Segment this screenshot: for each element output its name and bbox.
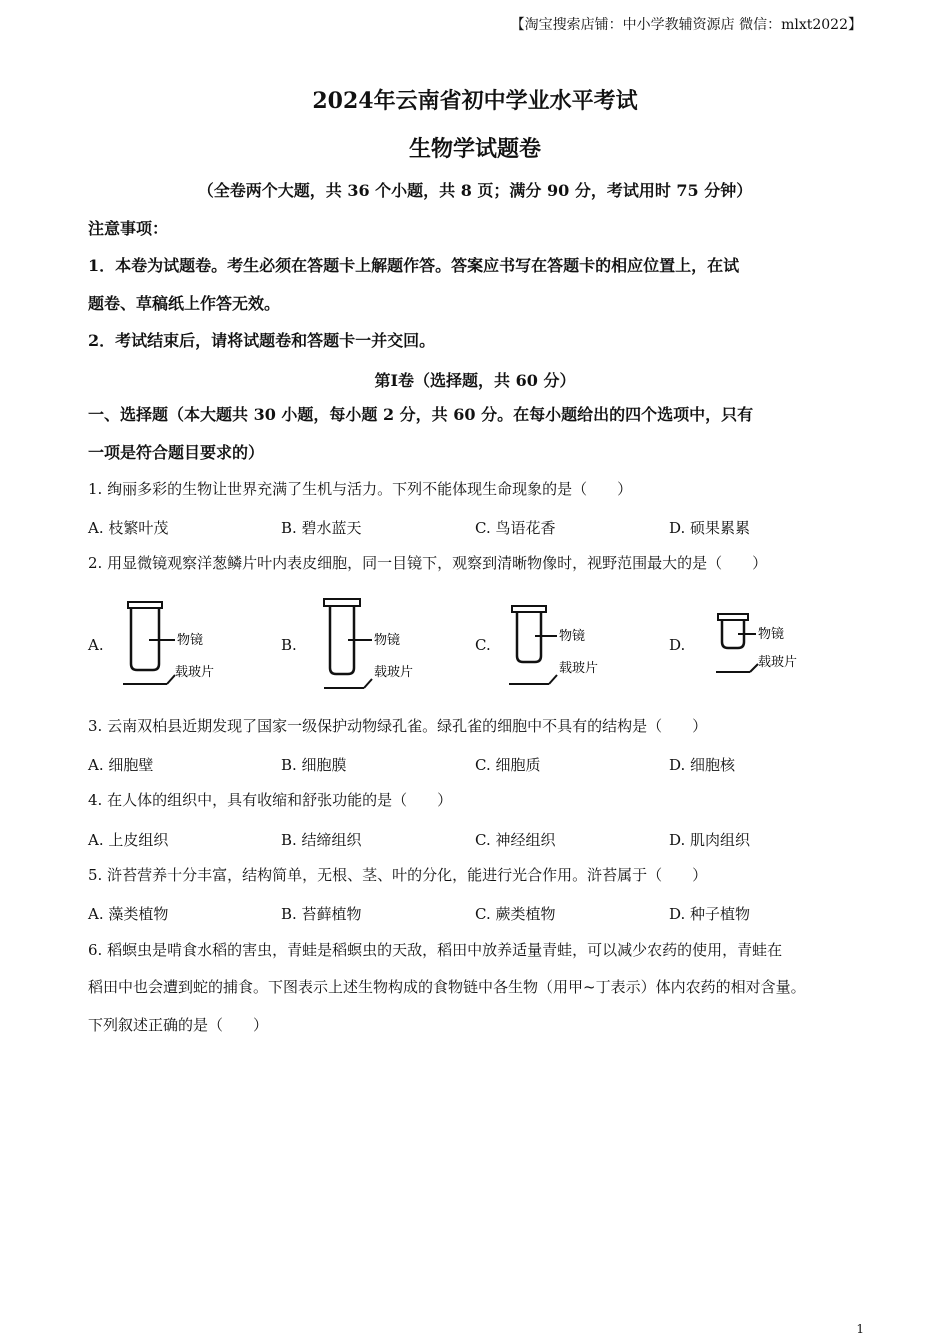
- question-4-option-d[interactable]: D. 肌肉组织: [669, 831, 751, 849]
- notice-item-1-line-2: 题卷、草稿纸上作答无效。: [88, 294, 281, 313]
- question-4-stem: 4. 在人体的组织中，具有收缩和舒张功能的是（ ）: [88, 791, 453, 809]
- question-2-option-a[interactable]: A.: [88, 636, 104, 654]
- question-4-option-a[interactable]: A. 上皮组织: [88, 831, 169, 849]
- objective-label: 物镜: [758, 627, 785, 642]
- question-1-option-b[interactable]: B. 碧水蓝天: [281, 519, 362, 537]
- objective-diagram-a: [115, 596, 245, 692]
- section1-heading-line-1: 一、选择题（本大题共 30 小题，每小题 2 分，共 60 分。在每小题给出的四个选项中，只有: [88, 405, 754, 424]
- objective-diagram-d: [712, 606, 842, 686]
- objective-label: 物镜: [374, 633, 401, 648]
- question-2-option-d[interactable]: D.: [669, 636, 686, 654]
- exam-subtitle: 生物学试题卷: [408, 136, 541, 162]
- question-1-stem: 1. 绚丽多彩的生物让世界充满了生机与活力。下列不能体现生命现象的是（ ）: [88, 480, 633, 498]
- section1-heading-line-2: 一项是符合题目要求的）: [88, 443, 265, 462]
- slide-label: 载玻片: [758, 655, 798, 670]
- header-note: 【淘宝搜索店铺：中小学教辅资源店 微信：mlxt2022】: [510, 17, 862, 33]
- notice-item-2: 2．考试结束后，请将试题卷和答题卡一并交回。: [88, 331, 436, 350]
- question-4-option-c[interactable]: C. 神经组织: [475, 831, 556, 849]
- slide-label: 载玻片: [374, 665, 414, 680]
- question-3-option-d[interactable]: D. 细胞核: [669, 756, 736, 774]
- question-2-option-b[interactable]: B.: [281, 636, 297, 654]
- objective-diagram-c: [503, 596, 633, 692]
- question-5-option-c[interactable]: C. 蕨类植物: [475, 905, 556, 923]
- question-3-option-c[interactable]: C. 细胞质: [475, 756, 541, 774]
- question-6-stem-line-1: 6. 稻螟虫是啃食水稻的害虫，青蛙是稻螟虫的天敌，稻田中放养适量青蛙，可以减少农药的使用，青蛙在: [88, 941, 783, 959]
- question-5-option-b[interactable]: B. 苔藓植物: [281, 905, 362, 923]
- objective-label: 物镜: [559, 629, 586, 644]
- part1-title: 第Ⅰ卷（选择题，共 60 分）: [374, 371, 576, 390]
- question-3-option-a[interactable]: A. 细胞壁: [88, 756, 154, 774]
- question-2-option-c[interactable]: C.: [475, 636, 491, 654]
- notice-item-1-line-1: 1．本卷为试题卷。考生必须在答题卡上解题作答。答案应书写在答题卡的相应位置上，在试: [88, 256, 740, 275]
- exam-title: 2024年云南省初中学业水平考试: [312, 88, 638, 114]
- objective-diagram-b: [310, 596, 440, 692]
- question-1-option-a[interactable]: A. 枝繁叶茂: [88, 519, 169, 537]
- question-1-option-d[interactable]: D. 硕果累累: [669, 519, 751, 537]
- question-3-stem: 3. 云南双柏县近期发现了国家一级保护动物绿孔雀。绿孔雀的细胞中不具有的结构是（ ）: [88, 717, 708, 735]
- notice-heading: 注意事项：: [88, 219, 169, 238]
- question-6-stem-line-3: 下列叙述正确的是（ ）: [88, 1016, 269, 1034]
- page-number: 1: [856, 1322, 864, 1336]
- question-5-option-a[interactable]: A. 藻类植物: [88, 905, 169, 923]
- slide-label: 载玻片: [559, 661, 599, 676]
- question-3-option-b[interactable]: B. 细胞膜: [281, 756, 347, 774]
- question-6-stem-line-2: 稻田中也会遭到蛇的捕食。下图表示上述生物构成的食物链中各生物（用甲~丁表示）体内农药的相对含量。: [88, 978, 806, 996]
- question-4-option-b[interactable]: B. 结缔组织: [281, 831, 362, 849]
- slide-label: 载玻片: [175, 665, 215, 680]
- question-5-stem: 5. 浒苔营养十分丰富，结构简单，无根、茎、叶的分化，能进行光合作用。浒苔属于（ ）: [88, 866, 708, 884]
- question-5-option-d[interactable]: D. 种子植物: [669, 905, 751, 923]
- exam-info: （全卷两个大题，共 36 个小题，共 8 页；满分 90 分，考试用时 75 分钟）: [197, 181, 753, 200]
- question-2-stem: 2. 用显微镜观察洋葱鳞片叶内表皮细胞，同一目镜下，观察到清晰物像时，视野范围最大的是（ ）: [88, 554, 768, 572]
- question-1-option-c[interactable]: C. 鸟语花香: [475, 519, 556, 537]
- objective-label: 物镜: [177, 633, 204, 648]
